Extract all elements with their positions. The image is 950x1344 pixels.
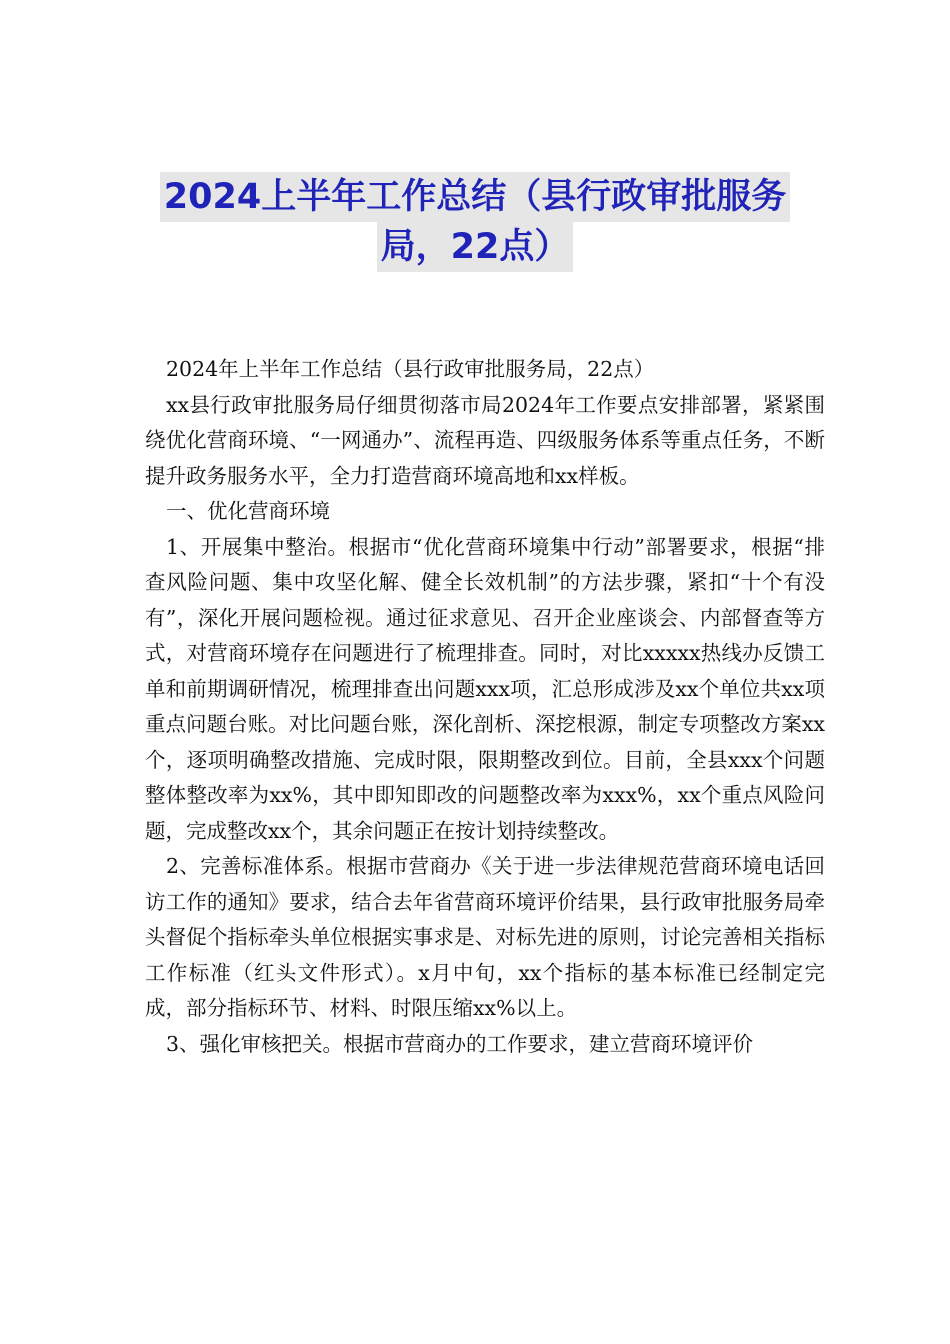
- body-paragraph: 2、完善标准体系。根据市营商办《关于进一步法律规范营商环境电话回访工作的通知》要求，结合去年省营商环境评价结果，县行政审批服务局牵头督促个指标牵头单位根据实事求是、对标先进的原则，讨论完善相关指标工作标准（红头文件形式）。x月中旬，xx个指标的基本标准已经制定完成，部分指标环节、材料、时限压缩xx%以上。: [145, 854, 825, 1020]
- document-title: [100, 172, 850, 272]
- document-body: [145, 352, 825, 1062]
- section-heading: 一、优化营商环境: [166, 499, 330, 523]
- body-paragraph: 3、强化审核把关。根据市营商办的工作要求，建立营商环境评价: [166, 1031, 754, 1056]
- body-paragraph: 2024年上半年工作总结（县行政审批服务局，22点）: [166, 357, 655, 381]
- title-line-2: 局，22点）: [377, 222, 574, 272]
- body-paragraph: 1、开展集中整治。根据市“优化营商环境集中行动”部署要求，根据“排查风险问题、集中攻坚化解、健全长效机制”的方法步骤，紧扣“十个有没有”，深化开展问题检视。通过征求意见、召开企业座谈会、内部督查等方式，对营商环境存在问题进行了梳理排查。同时，对比xxxxx热线办反馈工单和前期调研情况，梳理排查出问题xxx项，汇总形成涉及xx个单位共xx项重点问题台账。对比问题台账，深化剖析、深挖根源，制定专项整改方案xx个，逐项明确整改措施、完成时限，限期整改到位。目前，全县xxx个问题整体整改率为xx%，其中即知即改的问题整改率为xxx%，xx个重点风险问题，完成整改xx个，其余问题正在按计划持续整改。: [145, 534, 825, 843]
- body-paragraph: xx县行政审批服务局仔细贯彻落市局2024年工作要点安排部署，紧紧围绕优化营商环境、“一网通办”、流程再造、四级服务体系等重点任务，不断提升政务服务水平，全力打造营商环境高地和xx样板。: [145, 392, 825, 488]
- title-line-1: 2024上半年工作总结（县行政审批服务: [160, 172, 790, 222]
